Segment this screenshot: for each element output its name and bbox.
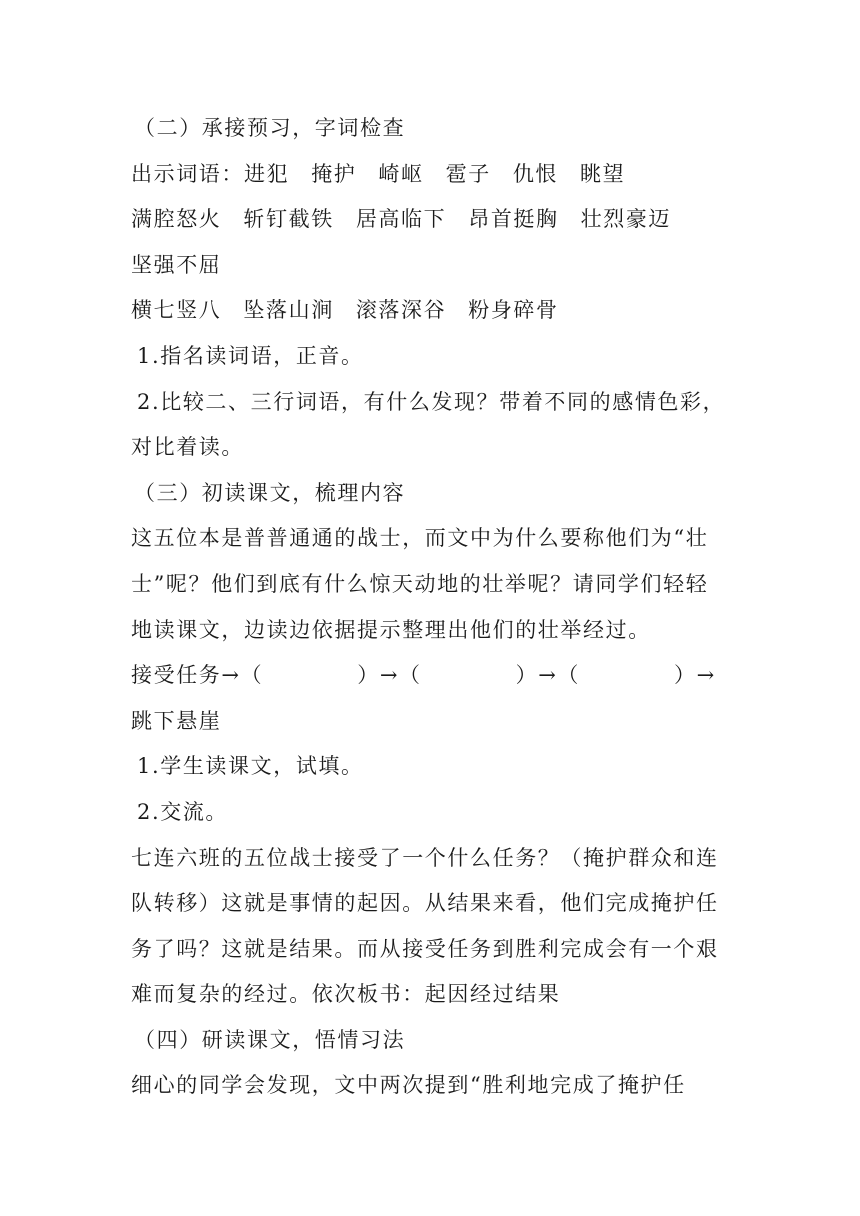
vocab-line-4 [131, 288, 731, 334]
section-heading-2: （二）承接预习，字词检查 [134, 116, 406, 140]
vocab-word: 壮烈豪迈 [580, 207, 672, 232]
vocab-word: 坠落山涧 [243, 298, 334, 323]
vocab-word: 掩护 [311, 161, 357, 186]
vocab-word: 滚落深谷 [355, 298, 447, 323]
vocab-word: 斩钉截铁 [243, 207, 334, 232]
vocab-word: 满腔怒火 [131, 207, 222, 232]
section-heading-4: （四）研读课文，悟情习法 [134, 1027, 406, 1052]
paragraph-line: 士”呢？他们到底有什么惊天动地的壮举呢？请同学们轻轻 [131, 571, 709, 596]
vocab-word: 粉身碎骨 [468, 298, 559, 323]
vocab-word: 居高临下 [355, 207, 447, 232]
vocab-word: 坚强不屈 [131, 252, 222, 277]
paragraph-line: 务了吗？这就是结果。而从接受任务到胜利完成会有一个艰 [131, 936, 719, 961]
flow-open-paren: （ [557, 663, 581, 688]
step-read-words: 1.指名读词语，正音。 [137, 343, 364, 368]
flow-close-arrow: ）→ [357, 663, 400, 688]
paragraph-line: 难而复杂的经过。依次板书：起因经过结果 [131, 982, 561, 1007]
flow-line [131, 653, 731, 699]
section-heading-3: （三）初读课文，梳理内容 [134, 480, 406, 505]
paragraph-line: 地读课文，边读边依据提示整理出他们的壮举经过。 [131, 617, 651, 642]
step-compare-line-2: 对比着读。 [131, 435, 244, 460]
step-try-fill: 1.学生读课文，试填。 [137, 754, 364, 779]
flow-open-paren: （ [240, 663, 264, 688]
vocab-line-2 [131, 197, 731, 243]
step-discuss: 2.交流。 [137, 799, 229, 824]
paragraph-line: 这五位本是普普通通的战士，而文中为什么要称他们为“壮 [131, 526, 709, 551]
flow-close-arrow: ）→ [515, 663, 558, 688]
vocab-word: 进犯 [244, 161, 290, 186]
paragraph-line: 七连六班的五位战士接受了一个什么任务？（掩护群众和连 [131, 845, 719, 870]
flow-close-arrow: ）→ [674, 663, 716, 688]
flow-start: 接受任务→ [131, 663, 241, 688]
paragraph-line: 细心的同学会发现，文中两次提到“胜利地完成了掩护任 [131, 1073, 686, 1098]
vocab-word: 眺望 [580, 161, 626, 186]
vocab-word: 雹子 [445, 161, 491, 186]
vocab-intro: 出示词语： [131, 161, 244, 186]
vocab-word: 昂首挺胸 [468, 207, 559, 232]
flow-end: 跳下悬崖 [131, 708, 222, 733]
step-compare-line-1: 2.比较二、三行词语，有什么发现？带着不同的感情色彩， [137, 389, 726, 414]
document-body [131, 106, 731, 1109]
vocab-word: 仇恨 [512, 161, 559, 186]
paragraph-line: 队转移）这就是事情的起因。从结果来看，他们完成掩护任 [131, 891, 719, 916]
vocab-line-1 [131, 152, 731, 198]
vocab-word: 崎岖 [378, 161, 424, 186]
vocab-word: 横七竖八 [131, 298, 222, 323]
flow-open-paren: （ [399, 663, 422, 688]
vocab-line-3 [131, 243, 731, 289]
